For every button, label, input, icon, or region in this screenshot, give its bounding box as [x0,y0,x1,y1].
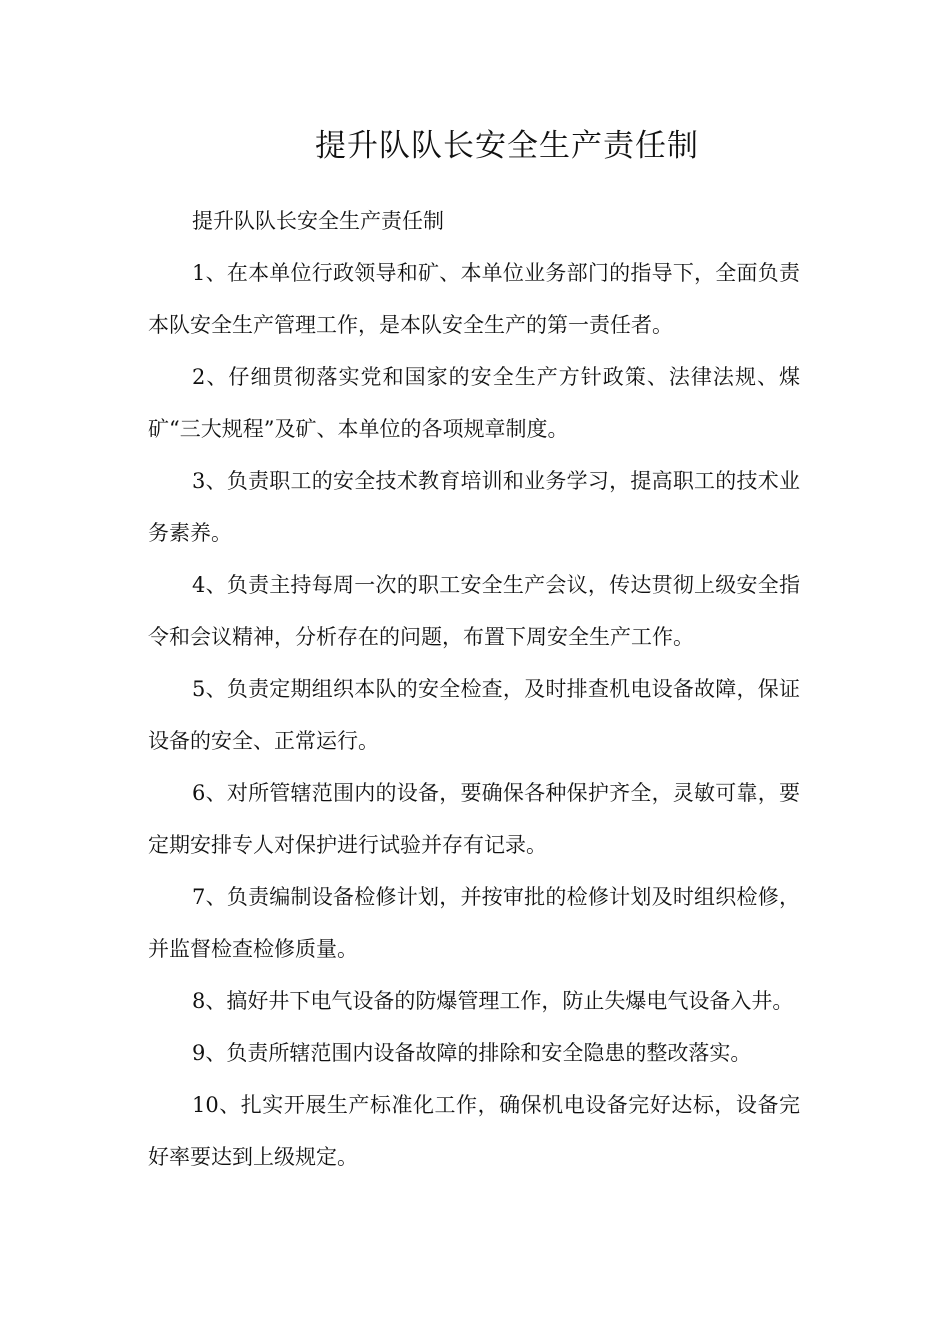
document-title: 提升队队长安全生产责任制 [315,128,699,164]
item-1: 1、在本单位行政领导和矿、本单位业务部门的指导下，全面负责本队安全生产管理工作，是本队安全生产的第一责任者。 [148,261,800,337]
item-9: 9、负责所辖范围内设备故障的排除和安全隐患的整改落实。 [192,1041,752,1065]
item-7: 7、负责编制设备检修计划，并按审批的检修计划及时组织检修，并监督检查检修质量。 [148,885,800,961]
item-5: 5、负责定期组织本队的安全检查，及时排查机电设备故障，保证设备的安全、正常运行。 [148,677,800,753]
document-subtitle: 提升队队长安全生产责任制 [192,209,444,233]
item-8: 8、搞好井下电气设备的防爆管理工作，防止失爆电气设备入井。 [192,989,794,1013]
item-4: 4、负责主持每周一次的职工安全生产会议，传达贯彻上级安全指令和会议精神，分析存在的问题，布置下周安全生产工作。 [148,573,800,649]
item-6: 6、对所管辖范围内的设备，要确保各种保护齐全，灵敏可靠，要定期安排专人对保护进行试验并存有记录。 [148,781,800,857]
item-3: 3、负责职工的安全技术教育培训和业务学习，提高职工的技术业务素养。 [148,469,800,545]
item-10: 10、扎实开展生产标准化工作，确保机电设备完好达标，设备完好率要达到上级规定。 [148,1093,800,1169]
item-2: 2、仔细贯彻落实党和国家的安全生产方针政策、法律法规、煤矿“三大规程”及矿、本单位的各项规章制度。 [148,365,800,441]
document-body [148,195,800,1183]
